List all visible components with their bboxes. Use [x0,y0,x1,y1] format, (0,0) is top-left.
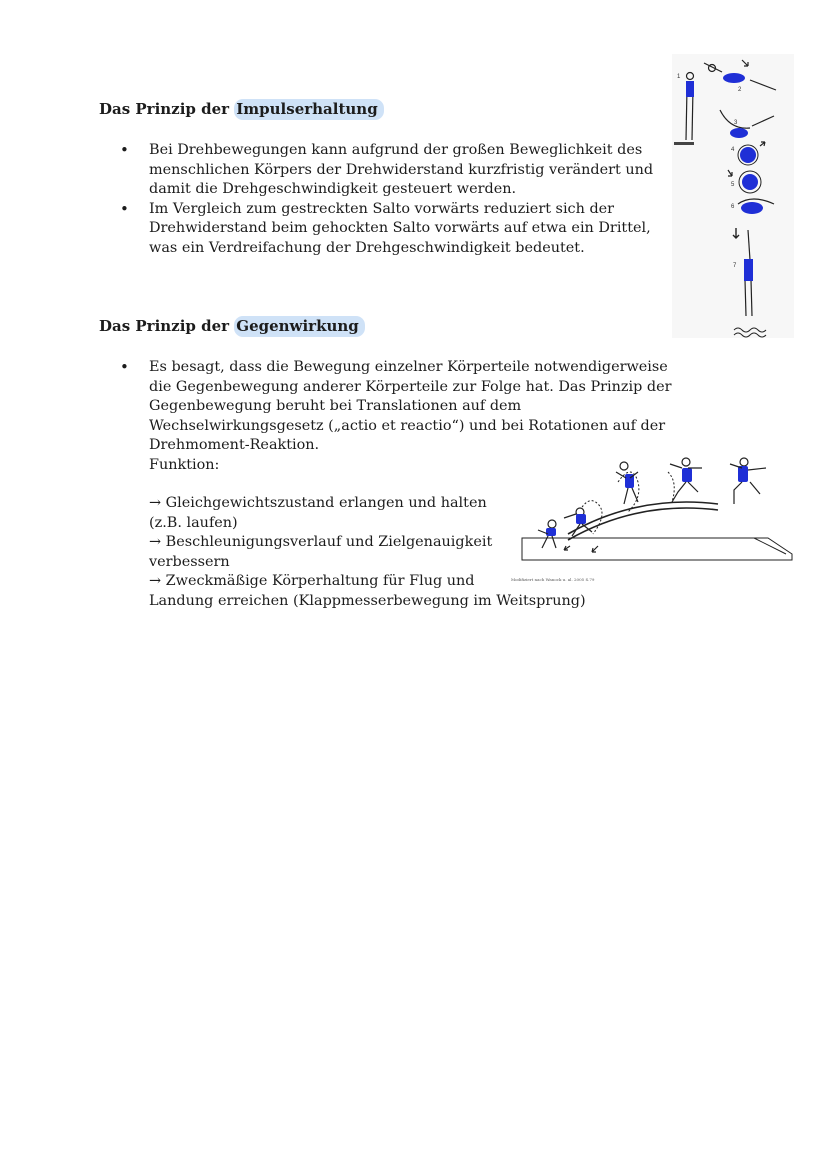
diver-salto-figure [672,54,794,338]
function-label: Funktion: [149,457,220,473]
bullet-item: • Im Vergleich zum gestreckten Salto vorwärts reduziert sich der Drehwiderstand beim gehockten Salto vorwärts auf etwa ein Drittel, was ein Verdreifachung der Drehgeschwindigkeit bedeutet. [118,200,658,259]
diver-step-4: 4 [731,147,735,153]
jump-figure-caption: Modifiziert nach Wanock u. al. 2005 S.79 [511,577,595,582]
section-heading-impulserhaltung [99,100,384,118]
section-heading-gegenwirkung [99,317,365,335]
diver-step-2: 2 [738,87,742,93]
bullet-item: • Bei Drehbewegungen kann aufgrund der großen Beweglichkeit des menschlichen Körpers der Drehwiderstand kurzfristig verändert und damit die Drehgeschwindigkeit gesteuert werden. [118,141,658,200]
long-jump-figure [518,454,796,574]
gegenwirkung-bullet-list [118,358,690,456]
diver-step-6: 6 [731,204,735,210]
diver-step-5: 5 [731,182,735,188]
function-item: → Zweckmäßige Körperhaltung für Flug und Landung erreichen (Klappmesserbewegung im Weitsprung) [149,573,586,609]
function-item: → Beschleunigungsverlauf und Zielgenauigkeit verbessern [149,534,493,570]
function-item: → Gleichgewichtszustand erlangen und halten (z.B. laufen) [149,495,487,531]
diver-step-3: 3 [734,120,738,126]
impulserhaltung-bullet-list [118,141,658,259]
heading-highlight: Impulserhaltung [234,99,383,120]
bullet-item: • Es besagt, dass die Bewegung einzelner Körperteile notwendigerweise die Gegenbewegung anderer Körperteile zur Folge hat. Das Prinzip der Gegenbewegung beruht bei Translationen auf dem Wechselwirkungsgesetz („actio et reactio“) und bei Rotationen auf der Drehmoment-Reaktion. [118,358,690,456]
diver-step-7: 7 [733,263,737,269]
heading-prefix: Das Prinzip der [99,100,235,118]
heading-prefix: Das Prinzip der [99,317,235,335]
diver-step-1: 1 [677,74,681,80]
heading-highlight: Gegenwirkung [234,316,365,337]
